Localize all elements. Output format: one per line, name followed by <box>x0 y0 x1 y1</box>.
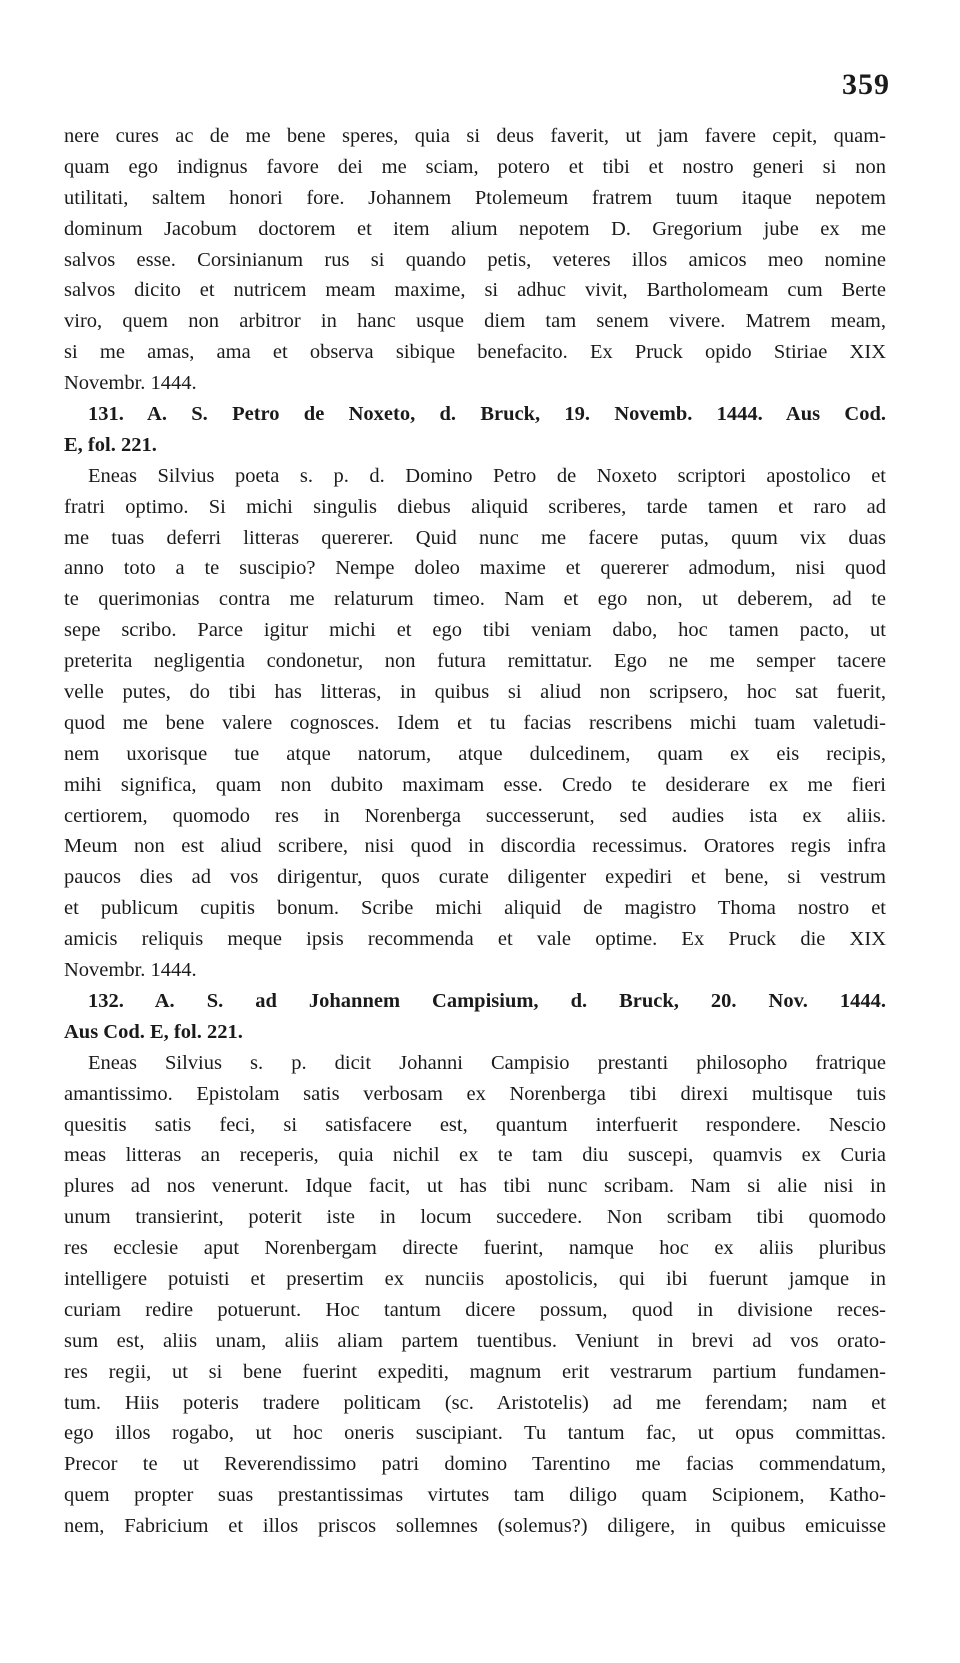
text-line: Novembr. 1444. <box>64 372 197 395</box>
text-line: quod me bene valere cognosces. Idem et tu facias rescribens michi tuam valetudi- <box>64 711 886 734</box>
text-line: paucos dies ad vos dirigentur, quos curate diligenter expediri et bene, si vestrum <box>64 866 886 889</box>
page-number: 359 <box>842 68 890 101</box>
text-line: nere cures ac de me bene speres, quia si deus faverit, ut jam favere cepit, quam- <box>64 125 886 147</box>
text-line: et publicum cupitis bonum. Scribe michi aliquid de magistro Thoma nostro et <box>64 897 886 920</box>
text-line: amicis reliquis meque ipsis recommenda et vale optime. Ex Pruck die XIX <box>64 928 886 951</box>
text-line: intelligere potuisti et presertim ex nunciis apostolicis, qui ibi fuerunt jamque in <box>64 1267 886 1290</box>
text-line: plures ad nos venerunt. Idque facit, ut has tibi nunc scribam. Nam si alie nisi in <box>64 1175 886 1198</box>
text-line: salvos dicito et nutricem meam maxime, si adhuc vivit, Bartholomeam cum Berte <box>64 279 886 302</box>
text-line: amantissimo. Epistolam satis verbosam ex Norenberga tibi direxi multisque tuis <box>64 1082 886 1105</box>
text-line: Meum non est aliud scribere, nisi quod in discordia recessimus. Oratores regis infra <box>64 835 886 858</box>
letter-heading: 132. A. S. ad Johannem Campisium, d. Bruck, 20. Nov. 1444. <box>88 989 886 1012</box>
text-line: me tuas deferri litteras quererer. Quid nunc me facere putas, quum vix duas <box>64 526 886 549</box>
text-line: si me amas, ama et observa sibique benefacito. Ex Pruck opido Stiriae XIX <box>64 341 886 364</box>
text-line: fratri optimo. Si michi singulis diebus aliquid scriberes, tarde tamen et raro ad <box>64 495 886 518</box>
text-line: preterita negligentia condonetur, non futura remittatur. Ego ne me semper tacere <box>64 650 886 673</box>
text-line: Precor te ut Reverendissimo patri domino Tarentino me facias commendatum, <box>64 1453 886 1476</box>
text-line: tum. Hiis poteris tradere politicam (sc. Aristotelis) ad me ferendam; nam et <box>64 1391 886 1414</box>
text-line: curiam redire potuerunt. Hoc tantum dicere possum, quod in divisione reces- <box>64 1298 886 1321</box>
text-line: certiorem, quomodo res in Norenberga successerunt, sed audies ista ex aliis. <box>64 804 886 827</box>
text-line: res regii, ut si bene fuerint expediti, magnum erit vestrarum partium fundamen- <box>64 1360 886 1383</box>
text-line: quem propter suas prestantissimas virtutes tam diligo quam Scipionem, Katho- <box>64 1484 886 1507</box>
text-line: anno toto a te suscipio? Nempe doleo maxime et quererer admodum, nisi quod <box>64 557 886 580</box>
text-line: sum est, aliis unam, aliis aliam partem tuentibus. Veniunt in brevi ad vos orato- <box>64 1329 886 1352</box>
text-line: viro, quem non arbitror in hanc usque diem tam senem vivere. Matrem meam, <box>64 310 886 333</box>
letter-heading: E, fol. 221. <box>64 433 157 456</box>
text-line: mihi significa, quam non dubito maximam esse. Credo te desiderare ex me fieri <box>64 773 886 796</box>
text-line: te querimonias contra me relaturum timeo. Nam et ego non, ut deberem, ad te <box>64 588 886 611</box>
text-line: salvos esse. Corsinianum rus si quando petis, veteres illos amicos meo nomine <box>64 248 886 271</box>
text-line: velle putes, do tibi has litteras, in quibus si aliud non scripsero, hoc sat fuerit, <box>64 681 886 704</box>
text-line: res ecclesie aput Norenbergam directe fuerint, namque hoc ex aliis pluribus <box>64 1237 886 1260</box>
text-line: quam ego indignus favore dei me sciam, potero et tibi et nostro generi si non <box>64 155 886 178</box>
text-line: nem uxorisque tue atque natorum, atque dulcedinem, quam ex eis recipis, <box>64 742 886 765</box>
text-line: dominum Jacobum doctorem et item alium nepotem D. Gregorium jube ex me <box>64 217 886 240</box>
text-line: nem, Fabricium et illos priscos sollemnes (solemus?) diligere, in quibus emicuisse <box>64 1515 886 1538</box>
text-line: Eneas Silvius s. p. dicit Johanni Campisio prestanti philosopho fratrique <box>88 1051 886 1074</box>
text-line: meas litteras an receperis, quia nichil ex te tam diu suscepi, quamvis ex Curia <box>64 1144 886 1167</box>
text-line: Eneas Silvius poeta s. p. d. Domino Petro de Noxeto scriptori apostolico et <box>88 464 886 487</box>
text-line: quesitis satis feci, si satisfacere est, quantum interfuerit respondere. Nescio <box>64 1113 886 1136</box>
text-line: unum transierint, poterit iste in locum succedere. Non scribam tibi quomodo <box>64 1206 886 1229</box>
text-line: utilitati, saltem honori fore. Johannem Ptolemeum fratrem tuum itaque nepotem <box>64 186 886 209</box>
body-text <box>64 121 886 1542</box>
text-line: Novembr. 1444. <box>64 959 197 982</box>
letter-heading: 131. A. S. Petro de Noxeto, d. Bruck, 19. Novemb. 1444. Aus Cod. <box>88 403 886 426</box>
letter-heading: Aus Cod. E, fol. 221. <box>64 1020 243 1043</box>
text-line: ego illos rogabo, ut hoc oneris suscipiant. Tu tantum fac, ut opus committas. <box>64 1422 886 1445</box>
text-line: sepe scribo. Parce igitur michi et ego tibi veniam dabo, hoc tamen pacto, ut <box>64 619 886 642</box>
